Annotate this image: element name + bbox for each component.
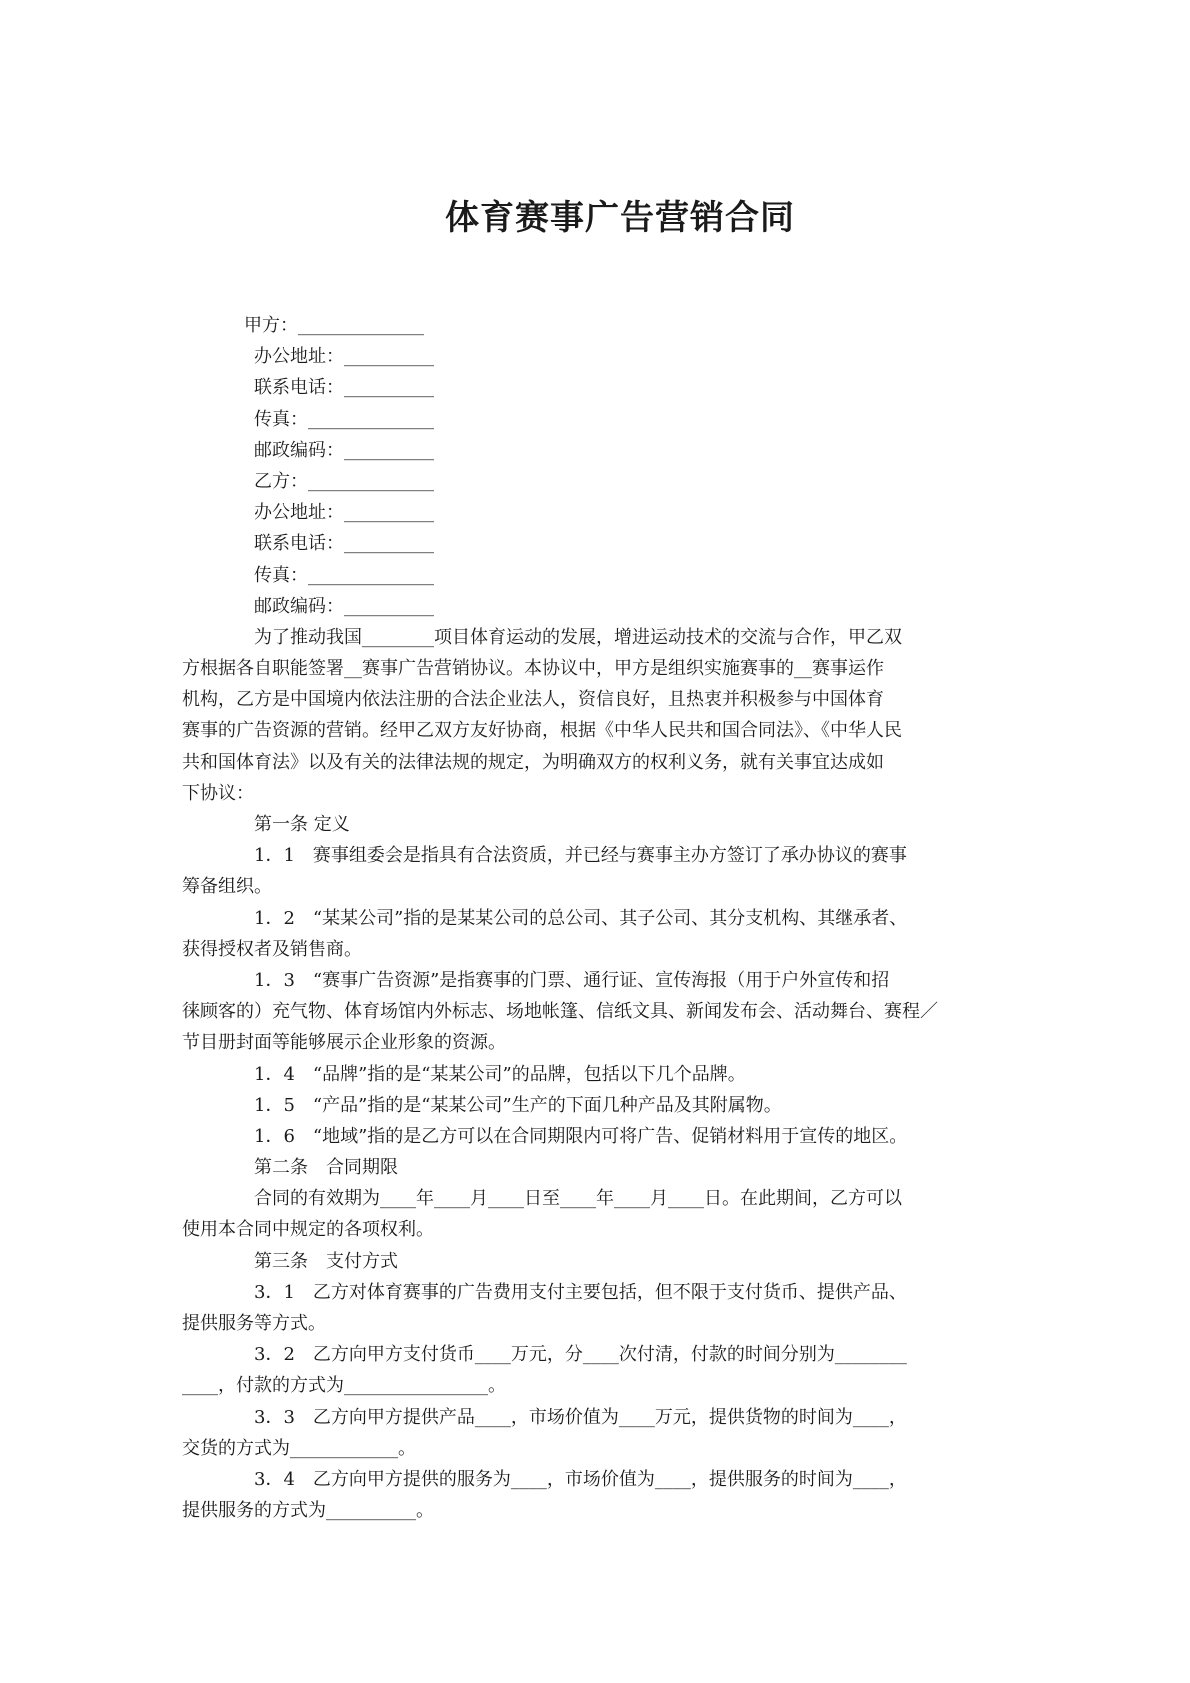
text-line: 甲方：______________ <box>244 315 424 336</box>
text-line: 机构，乙方是中国境内依法注册的合法企业法人，资信良好，且热衷并积极参与中国体育 <box>182 689 884 711</box>
text-line: 第一条 定义 <box>254 814 350 835</box>
text-line: 徕顾客的）充气物、体育场馆内外标志、场地帐篷、信纸文具、新闻发布会、活动舞台、赛程／ <box>182 1001 938 1023</box>
text-line: 下协议： <box>182 782 254 804</box>
text-line: 1．1 赛事组委会是指具有合法资质，并已经与赛事主办方签订了承办协议的赛事 <box>254 845 907 867</box>
text-line: 方根据各自职能签署__赛事广告营销协议。本协议中，甲方是组织实施赛事的__赛事运作 <box>182 658 884 680</box>
text-line: 传真：______________ <box>254 408 434 430</box>
text-line: 3．2 乙方向甲方支付货币____万元，分____次付清，付款的时间分别为________ <box>254 1344 907 1366</box>
text-line: 传真：______________ <box>254 564 434 586</box>
text-line: 第三条 支付方式 <box>254 1250 398 1272</box>
text-line: 筹备组织。 <box>182 876 272 898</box>
text-line: 办公地址：__________ <box>254 502 434 524</box>
text-line: 1．4 “品牌”指的是“某某公司”的品牌，包括以下几个品牌。 <box>254 1063 746 1085</box>
text-line: 节目册封面等能够展示企业形象的资源。 <box>182 1032 506 1054</box>
text-line: 3．4 乙方向甲方提供的服务为____，市场价值为____，提供服务的时间为____， <box>254 1468 907 1490</box>
text-line: 使用本合同中规定的各项权利。 <box>182 1219 434 1241</box>
text-line: 3．3 乙方向甲方提供产品____，市场价值为____万元，提供货物的时间为____， <box>254 1406 907 1428</box>
text-line: 为了推动我国________项目体育运动的发展，增进运动技术的交流与合作，甲乙双 <box>254 626 902 648</box>
text-line: 合同的有效期为____年____月____日至____年____月____日。在此期间，乙方可以 <box>254 1188 902 1210</box>
text-line: 1．5 “产品”指的是“某某公司”生产的下面几种产品及其附属物。 <box>254 1094 782 1116</box>
text-line: 共和国体育法》以及有关的法律法规的规定，为明确双方的权利义务，就有关事宜达成如 <box>182 751 884 773</box>
text-line: 邮政编码：__________ <box>254 595 434 617</box>
text-line: 提供服务等方式。 <box>182 1313 326 1334</box>
text-line: 1．3 “赛事广告资源”是指赛事的门票、通行证、宣传海报（用于户外宣传和招 <box>254 969 890 991</box>
text-line: 1．2 “某某公司”指的是某某公司的总公司、其子公司、其分支机构、其继承者、 <box>254 907 908 929</box>
text-line: 办公地址：__________ <box>254 346 434 368</box>
text-line: 1．6 “地域”指的是乙方可以在合同期限内可将广告、促销材料用于宣传的地区。 <box>254 1125 908 1147</box>
text-line: 邮政编码：__________ <box>254 439 434 461</box>
text-line: 赛事的广告资源的营销。经甲乙双方友好协商，根据《中华人民共和国合同法》、《中华人民 <box>182 720 902 742</box>
text-line: 提供服务的方式为__________。 <box>182 1500 434 1522</box>
text-line: 联系电话：__________ <box>254 377 434 399</box>
document-title: 体育赛事广告营销合同 <box>445 198 795 238</box>
text-line: 获得授权者及销售商。 <box>182 938 362 960</box>
document-body <box>182 310 1022 1526</box>
text-line: ____，付款的方式为________________。 <box>182 1375 506 1397</box>
text-line: 第二条 合同期限 <box>254 1157 398 1179</box>
text-line: 3．1 乙方对体育赛事的广告费用支付主要包括，但不限于支付货币、提供产品、 <box>254 1281 907 1303</box>
text-line: 联系电话：__________ <box>254 533 434 555</box>
text-line: 乙方：______________ <box>254 470 434 492</box>
text-line: 交货的方式为____________。 <box>182 1437 416 1459</box>
